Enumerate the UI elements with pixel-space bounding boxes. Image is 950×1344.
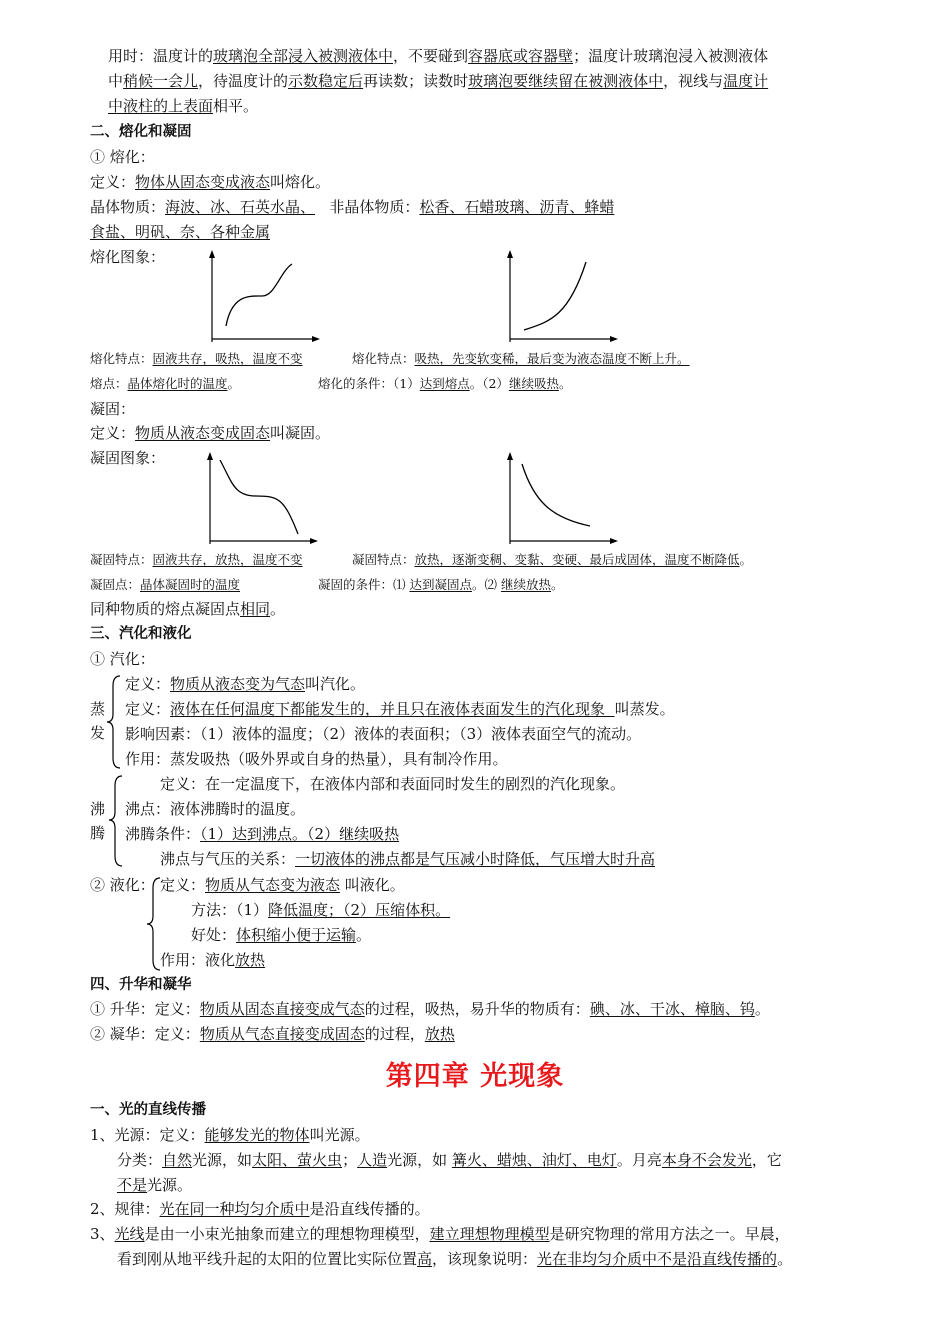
underlined-text: 温度计 <box>723 72 769 90</box>
text: ① 升华：定义： <box>90 1000 200 1018</box>
text: ，不要碰到 <box>393 47 469 65</box>
light-source-definition <box>90 1124 370 1146</box>
text: 沸腾条件： <box>125 825 201 843</box>
text: 定义： <box>125 675 171 693</box>
underlined-text: 物质从固态直接变成气态 <box>199 1000 365 1018</box>
underlined-text: 相同 <box>240 600 271 618</box>
melting-noncrystal-graph <box>498 250 618 345</box>
x-axis-arrow <box>312 336 320 342</box>
melting-crystal-graph <box>200 250 320 345</box>
text: 是沿直线传播的。 <box>309 1200 430 1218</box>
underlined-text: 容器底或容器壁 <box>468 47 574 65</box>
underlined-text: 食盐、明矾、奈、各种金属 <box>90 223 271 241</box>
underlined-text: 篝火、蜡烛、油灯、电灯 <box>451 1151 617 1169</box>
text: 。 <box>754 1000 770 1018</box>
same-point-note <box>90 598 285 620</box>
text: 晶体物质： <box>90 198 166 216</box>
underlined-text: 光线 <box>114 1225 145 1243</box>
underlined-text: 固液共存，吸热，温度不变 <box>152 351 303 366</box>
usage-line-1 <box>108 45 768 67</box>
underlined-text: 物质从液态变为气态 <box>170 675 306 693</box>
text: 中 <box>108 72 124 90</box>
vaporization-heading: ① 汽化： <box>90 650 155 668</box>
y-axis-arrow <box>207 452 213 460</box>
text: 相平。 <box>213 97 259 115</box>
deposition-definition <box>90 1023 455 1045</box>
light-source-classification <box>117 1149 782 1171</box>
section-title-sublimation: 四、升华和凝华 <box>90 977 192 993</box>
text: ； <box>342 1151 358 1169</box>
melt-crystal-curve <box>226 264 292 326</box>
underlined-text: 中液柱的上表面 <box>108 97 214 115</box>
text: 是研究物理的常用方法之一。早晨， <box>549 1225 790 1243</box>
underlined-text: 吸热，先变软变稀，最后变为液态温度不断上升。 <box>414 351 690 366</box>
underlined-text: 松香、石蜡玻璃、沥青、蜂蜡 <box>419 198 615 216</box>
boiling-pressure-relation <box>160 848 655 870</box>
evaporation-definition <box>125 698 675 720</box>
text: 定义： <box>90 173 136 191</box>
text: 叫熔化。 <box>270 173 331 191</box>
underlined-text: 达到凝固点 <box>409 577 472 592</box>
solidify-condition <box>318 576 564 594</box>
text: 叫凝固。 <box>270 424 331 442</box>
text: 。 <box>227 376 241 391</box>
text: 熔点： <box>90 376 128 391</box>
text: ，待温度计的 <box>198 72 289 90</box>
solidify-feature-noncrystal <box>352 551 752 569</box>
text: 分类： <box>117 1151 163 1169</box>
solidify-crystal-graph <box>198 452 318 547</box>
underlined-text: 放热 <box>235 951 266 969</box>
x-axis-arrow <box>610 538 618 544</box>
text: 。 <box>270 600 286 618</box>
text: 2、规律： <box>90 1200 160 1218</box>
underlined-text: 继续放热 <box>500 577 551 592</box>
underlined-text: 晶体凝固时的温度 <box>140 577 241 592</box>
text: ，视线与 <box>663 72 724 90</box>
text: 作用：液化 <box>160 951 236 969</box>
liquefaction-heading: ② 液化： <box>90 876 155 894</box>
underlined-text: 一切液体的沸点都是气压减小时降低，气压增大时升高 <box>295 850 656 868</box>
melting-definition <box>90 171 330 193</box>
text: 。⑵ <box>472 577 501 592</box>
text: 凝固点： <box>90 577 141 592</box>
underlined-text: 本身不会发光 <box>661 1151 752 1169</box>
underlined-text: 降低温度；（2）压缩体积。 <box>268 901 451 919</box>
text: 叫蒸发。 <box>614 700 675 718</box>
text: 的过程，吸热，易升华的物质有： <box>364 1000 590 1018</box>
text: 光源。 <box>147 1176 193 1194</box>
underlined-text: 固液共存，放热，温度不变 <box>152 552 303 567</box>
underlined-text: 能够发光的物体 <box>204 1126 310 1144</box>
text: 叫液化。 <box>340 876 405 894</box>
sublimation-definition <box>90 998 770 1020</box>
text: 凝固特点： <box>352 552 415 567</box>
section-title-vaporization: 三、汽化和液化 <box>90 626 192 642</box>
text: 。 <box>551 577 564 592</box>
underlined-text: 不是 <box>117 1176 148 1194</box>
underlined-text: 放热，逐渐变稠、变黏、变硬、最后成固体，温度不断降低 <box>414 552 740 567</box>
brace-path <box>147 878 160 970</box>
boiling-brace <box>106 774 126 868</box>
text: 3、 <box>90 1225 115 1243</box>
brace-path <box>107 676 120 768</box>
vaporization-definition <box>125 673 365 695</box>
underlined-text: 玻璃泡全部浸入被测液体中 <box>213 47 394 65</box>
text: 。 <box>777 1250 793 1268</box>
light-ray-model-2 <box>117 1248 792 1270</box>
underlined-text: 继续吸热 <box>508 376 559 391</box>
text: 凝固的条件：⑴ <box>318 577 410 592</box>
text: 光源，如 <box>192 1151 253 1169</box>
crystal-substances <box>90 196 614 218</box>
solidify-noncrystal-graph <box>498 452 618 547</box>
solidify-crystal-curve <box>220 460 298 534</box>
text: ，该现象说明： <box>432 1250 538 1268</box>
underlined-text: 物质从气态直接变成固态 <box>199 1025 365 1043</box>
light-ray-model <box>90 1223 790 1245</box>
solidify-heading: 凝固： <box>90 400 136 418</box>
underlined-text: 海波、冰、石英水晶、 <box>165 198 316 216</box>
text: 。 <box>356 926 372 944</box>
evaporation-side-1: 蒸 <box>90 700 106 718</box>
liquefaction-definition <box>160 874 405 896</box>
text: 熔化的条件：（1） <box>318 376 420 391</box>
text: 。 <box>558 376 572 391</box>
melting-condition <box>318 375 571 393</box>
boiling-side-1: 沸 <box>90 800 106 818</box>
text: 沸点与气压的关系： <box>160 850 296 868</box>
usage-line-3 <box>108 95 258 117</box>
underlined-text: 示数稳定后 <box>288 72 364 90</box>
underlined-text: 晶体熔化时的温度 <box>127 376 228 391</box>
text: 凝固特点： <box>90 552 153 567</box>
underlined-text: 体积缩小便于运输 <box>236 926 357 944</box>
section-title-light-propagation: 一、光的直线传播 <box>90 1102 206 1118</box>
underlined-text: 光在非均匀介质中不是沿直线传播的 <box>537 1250 778 1268</box>
light-source-classification-2 <box>117 1174 192 1196</box>
text: 定义： <box>125 700 171 718</box>
text: 用时：温度计的 <box>108 47 214 65</box>
evaporation-factors: 影响因素：（1）液体的温度；（2）液体的表面积；（3）液体表面空气的流动。 <box>125 725 642 743</box>
y-axis-arrow <box>507 250 513 258</box>
melting-feature-crystal <box>90 350 303 368</box>
melting-feature-noncrystal <box>352 350 690 368</box>
x-axis-arrow <box>310 538 318 544</box>
text: 熔化特点： <box>352 351 415 366</box>
underlined-text: 物质从液态变成固态 <box>135 424 271 442</box>
liquefaction-benefit <box>191 924 371 946</box>
text: 非晶体物质： <box>315 198 420 216</box>
text: 方法：（1） <box>191 901 269 919</box>
text: 熔化特点： <box>90 351 153 366</box>
underlined-text: 稍候一会儿 <box>123 72 199 90</box>
text: ，它 <box>751 1151 782 1169</box>
text: 。月亮 <box>616 1151 662 1169</box>
text: 。（2） <box>469 376 509 391</box>
melting-graph-label: 熔化图象： <box>90 248 166 266</box>
text: 叫汽化。 <box>305 675 366 693</box>
underlined-text: 碘、冰、干冰、樟脑、钨 <box>589 1000 755 1018</box>
x-axis-arrow <box>610 336 618 342</box>
boiling-point: 沸点：液体沸腾时的温度。 <box>125 800 306 818</box>
boiling-condition <box>125 823 399 845</box>
underlined-text: 自然 <box>162 1151 193 1169</box>
solidify-noncrystal-curve <box>522 464 590 526</box>
y-axis-arrow <box>507 452 513 460</box>
underlined-text: 高 <box>417 1250 433 1268</box>
underlined-text: 放热 <box>424 1025 455 1043</box>
underlined-text: 液体在任何温度下都能发生的，并且只在液体表面发生的汽化现象 <box>170 700 615 718</box>
text: 是由一小束光抽象而建立的理想物理模型， <box>144 1225 430 1243</box>
chapter-title: 第四章 光现象 <box>385 1061 565 1092</box>
text: 。 <box>739 552 753 567</box>
text: 再读数；读数时 <box>363 72 469 90</box>
evaporation-effect: 作用：蒸发吸热（吸外界或自身的热量），具有制冷作用。 <box>125 750 508 768</box>
underlined-text: 光在同一种均匀介质中 <box>159 1200 310 1218</box>
text: ；温度计玻璃泡浸入被测液体 <box>573 47 769 65</box>
underlined-text: 物体从固态变成液态 <box>135 173 271 191</box>
liquefaction-effect <box>160 949 265 971</box>
usage-line-2 <box>108 70 768 92</box>
section-title-melting: 二、熔化和凝固 <box>90 124 192 140</box>
light-law <box>90 1198 430 1220</box>
evaporation-side-2: 发 <box>90 724 106 742</box>
boiling-definition: 定义：在一定温度下，在液体内部和表面同时发生的剧烈的汽化现象。 <box>160 775 626 793</box>
text: 叫光源。 <box>309 1126 370 1144</box>
text: 定义： <box>160 876 206 894</box>
evaporation-brace <box>104 674 124 770</box>
brace-path <box>109 776 122 866</box>
melting-heading: ① 熔化： <box>90 148 155 166</box>
melt-noncrystal-curve <box>524 262 586 330</box>
text: 1、光源：定义： <box>90 1126 205 1144</box>
text: 的过程， <box>364 1025 425 1043</box>
text: 看到刚从地平线升起的太阳的位置比实际位置 <box>117 1250 418 1268</box>
underlined-text: 达到熔点 <box>419 376 470 391</box>
text: 同种物质的熔点凝固点 <box>90 600 241 618</box>
text: 好处： <box>191 926 237 944</box>
solidify-definition <box>90 422 330 444</box>
underlined-text: （1）达到沸点。（2）继续吸热 <box>200 825 400 843</box>
underlined-text: 建立理想物理模型 <box>429 1225 550 1243</box>
underlined-text: 物质从气态变为液态 <box>205 876 341 894</box>
crystal-substances-2 <box>90 221 270 243</box>
underlined-text: 玻璃泡要继续留在被测液体中 <box>468 72 664 90</box>
freezing-point <box>90 576 240 594</box>
melting-point <box>90 375 240 393</box>
underlined-text: 人造 <box>357 1151 388 1169</box>
text: 光源，如 <box>387 1151 452 1169</box>
solidify-graph-label: 凝固图象： <box>90 449 166 467</box>
y-axis-arrow <box>209 250 215 258</box>
liquefaction-methods <box>191 899 450 921</box>
text: 定义： <box>90 424 136 442</box>
boiling-side-2: 腾 <box>90 824 106 842</box>
text: ② 凝华：定义： <box>90 1025 200 1043</box>
underlined-text: 太阳、萤火虫 <box>252 1151 343 1169</box>
solidify-feature-crystal <box>90 551 303 569</box>
